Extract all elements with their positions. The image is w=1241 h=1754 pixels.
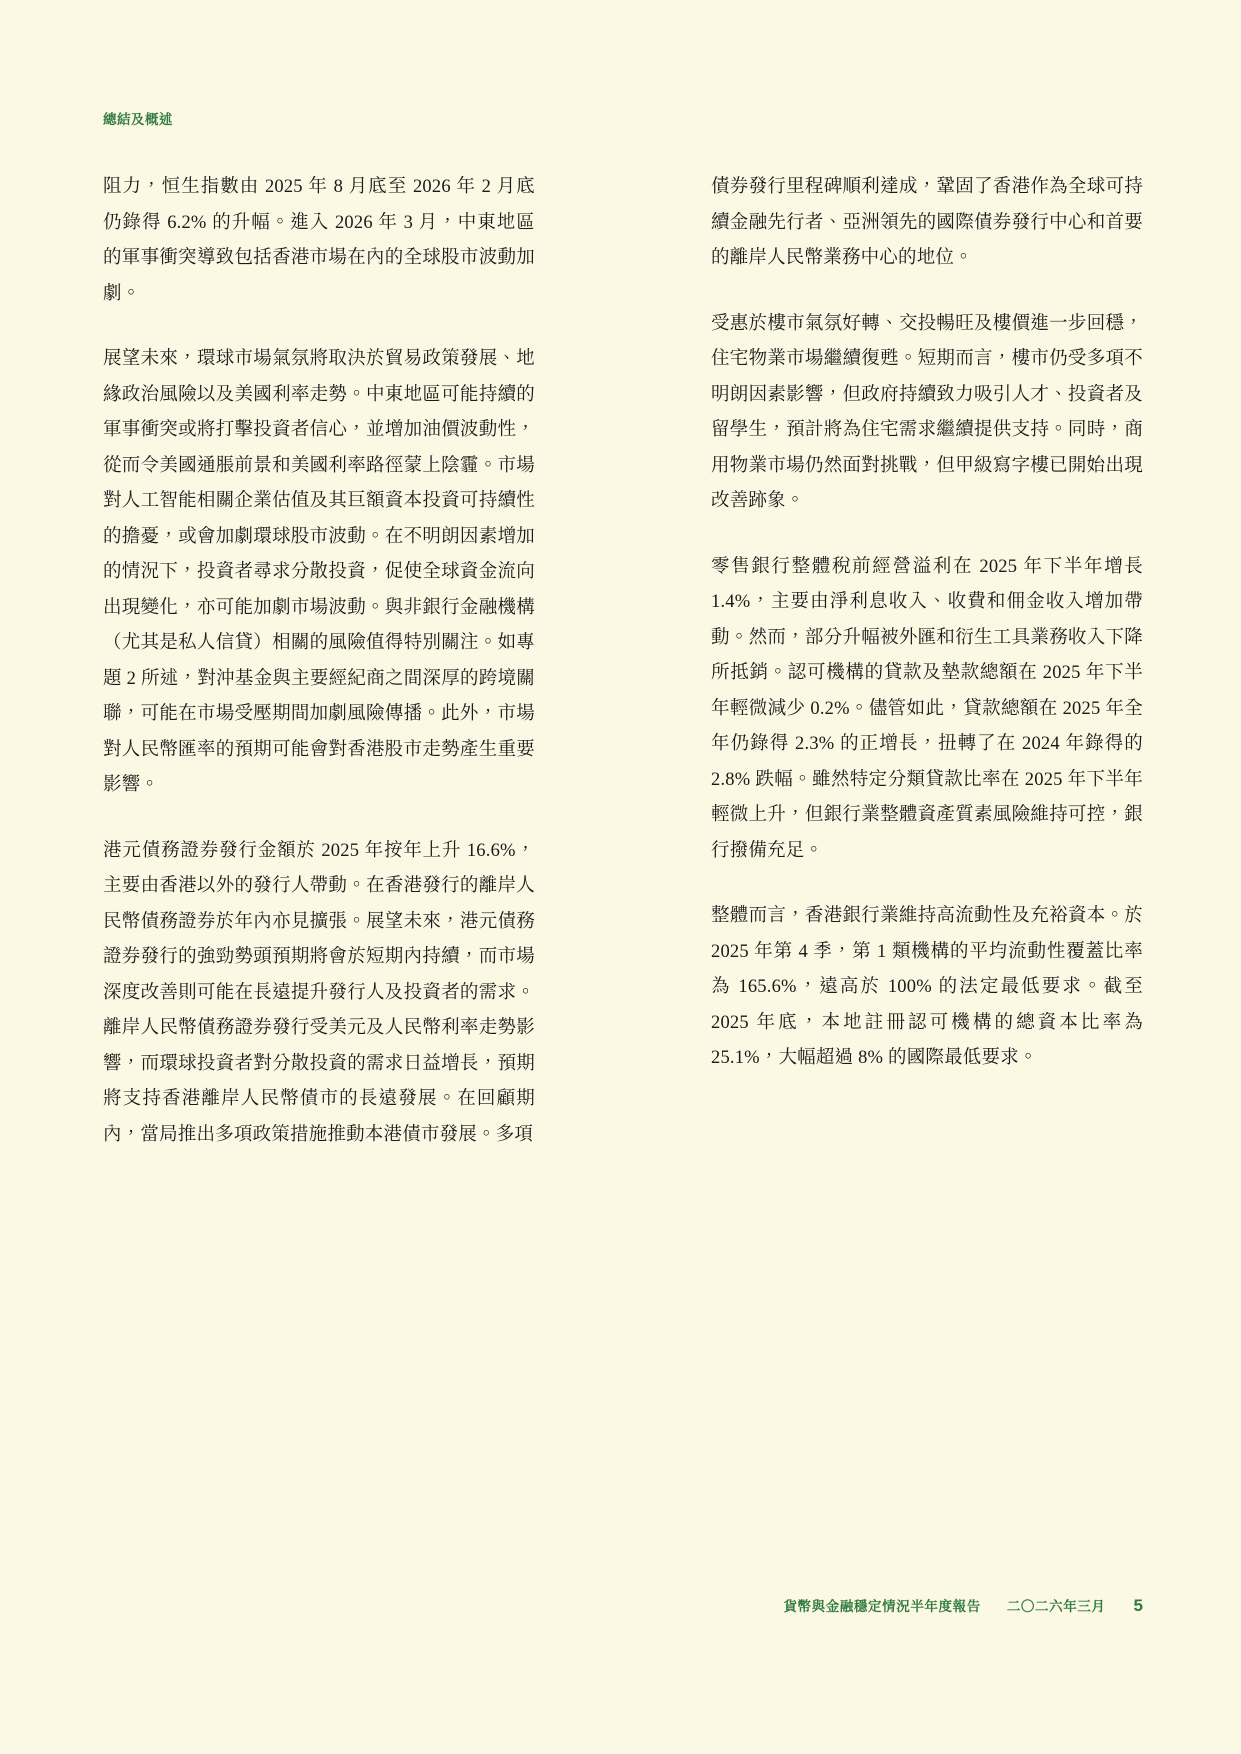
paragraph: 阻力，恒生指數由 2025 年 8 月底至 2026 年 2 月底仍錄得 6.2% 的升幅。進入 2026 年 3 月，中東地區的軍事衝突導致包括香港市場在內的全球股市波動加劇。 — [103, 177, 535, 304]
paragraph: 受惠於樓市氣氛好轉、交投暢旺及樓價進一步回穩，住宅物業市場繼續復甦。短期而言，樓市仍受多項不明朗因素影響，但政府持續致力吸引人才、投資者及留學生，預計將為住宅需求繼續提供支持。同時，商用物業市場仍然面對挑戰，但甲級寫字樓已開始出現改善跡象。 — [711, 313, 1143, 512]
paragraph: 展望未來，環球市場氣氛將取決於貿易政策發展、地緣政治風險以及美國利率走勢。中東地區可能持續的軍事衝突或將打擊投資者信心，並增加油價波動性，從而令美國通脹前景和美國利率路徑蒙上陰霾。市場對人工智能相關企業估值及其巨額資本投資可持續性的擔憂，或會加劇環球股市波動。在不明朗因素增加的情況下，投資者尋求分散投資，促使全球資金流向出現變化，亦可能加劇市場波動。與非銀行金融機構（尤其是私人信貸）相關的風險值得特別關注。如專題 2 所述，對沖基金與主要經紀商之間深厚的跨境關聯，可能在市場受壓期間加劇風險傳播。此外，市場對人民幣匯率的預期可能會對香港股市走勢產生重要影響。 — [103, 349, 535, 796]
paragraph: 零售銀行整體稅前經營溢利在 2025 年下半年增長 1.4%，主要由淨利息收入、收費和佣金收入增加帶動。然而，部分升幅被外匯和衍生工具業務收入下降所抵銷。認可機構的貸款及墊款總額在 2025 年下半年輕微減少 0.2%。儘管如此，貸款總額在 2025 年全年仍錄得 2.3% 的正增長，扭轉了在 2024 年錄得的 2.8% 跌幅。雖然特定分類貸款比率在 2025 年下半年輕微上升，但銀行業整體資產質素風險維持可控，銀行撥備充足。 — [711, 556, 1143, 861]
footer-report-title: 貨幣與金融穩定情況半年度報告 — [783, 1599, 981, 1614]
paragraph: 港元債務證券發行金額於 2025 年按年上升 16.6%，主要由香港以外的發行人帶動。在香港發行的離岸人民幣債務證券於年內亦見擴張。展望未來，港元債務證券發行的強勁勢頭預期將會於短期內持續，而市場深度改善則可能在長遠提升發行人及投資者的需求。離岸人民幣債務證券發行受美元及人民幣利率走勢影響，而環球投資者對分散投資的需求日益增長，預期將支持香港離岸人民幣債市的長遠發展。在回顧期內，當局推出多項政策措施推動本港債市發展。多項 — [103, 840, 535, 1145]
right-column — [711, 170, 1143, 1153]
section-header: 總結及概述 — [103, 112, 173, 127]
paragraph: 債券發行里程碑順利達成，鞏固了香港作為全球可持續金融先行者、亞洲領先的國際債券發行中心和首要的離岸人民幣業務中心的地位。 — [711, 177, 1143, 269]
paragraph: 整體而言，香港銀行業維持高流動性及充裕資本。於 2025 年第 4 季，第 1 類機構的平均流動性覆蓋比率為 165.6%，遠高於 100% 的法定最低要求。截至 2025 年底，本地註冊認可機構的總資本比率為 25.1%，大幅超過 8% 的國際最低要求。 — [711, 906, 1143, 1069]
footer-report-date: 二〇二六年三月 — [1006, 1599, 1106, 1614]
page-number: 5 — [1133, 1596, 1143, 1615]
page-footer — [103, 1595, 1143, 1616]
body-columns — [103, 170, 1143, 1153]
left-column — [103, 170, 535, 1153]
